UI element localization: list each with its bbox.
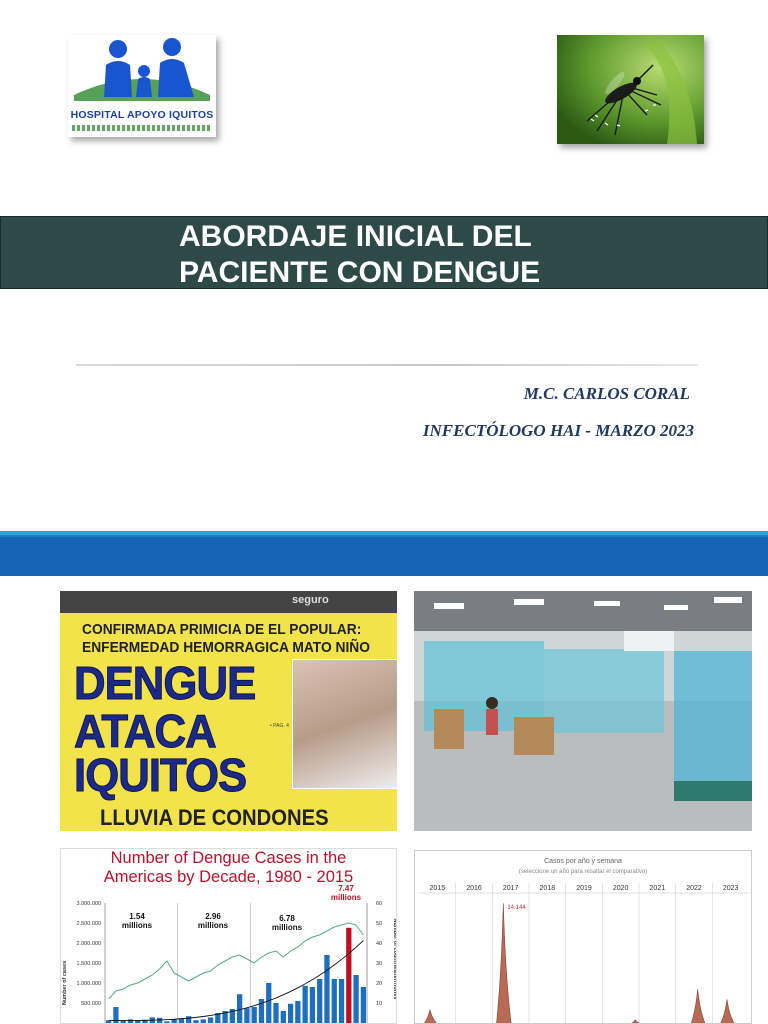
- chart1-title-line-2: Americas by Decade, 1980 - 2015: [103, 868, 354, 886]
- bar: [164, 1021, 169, 1023]
- newspaper-photo: [60, 591, 397, 831]
- bar: [266, 983, 271, 1023]
- year-label: 2021: [649, 885, 666, 892]
- bar: [244, 1008, 249, 1023]
- y2-tick-label: 30: [376, 961, 383, 967]
- logo-decoration: [72, 125, 212, 131]
- year-label: 2016: [466, 885, 482, 892]
- bar: [237, 994, 242, 1023]
- decade-unit-label: millions: [197, 921, 229, 930]
- newspaper-big-1: DENGUE: [74, 657, 256, 709]
- dengue-cases-chart: [60, 848, 397, 1024]
- hospital-ward-photo: [414, 591, 752, 831]
- y-tick-label: 2.000.000: [76, 941, 101, 947]
- y-axis-label: Number of cases: [62, 960, 68, 1006]
- ward-scene-icon: [414, 591, 752, 831]
- weekly-area-peak: [496, 903, 511, 1024]
- newspaper-patient-photo: [292, 659, 397, 789]
- bar: [135, 1021, 140, 1023]
- chart1-title: [61, 849, 396, 887]
- hospital-logo: [68, 35, 216, 137]
- newspaper-big-2: ATACA: [74, 705, 216, 757]
- bar: [281, 1011, 286, 1023]
- bar: [317, 979, 322, 1023]
- year-label: 2022: [686, 885, 702, 892]
- newspaper-headline-2: ENFERMEDAD HEMORRAGICA MATO NIÑO: [82, 639, 371, 656]
- peak-label: 14.144: [507, 905, 526, 911]
- newspaper-headline: [82, 621, 370, 657]
- family-icon: [68, 35, 216, 109]
- year-label: 2023: [722, 885, 739, 892]
- weekly-area-peak: [691, 989, 706, 1024]
- mosquito-icon: [557, 35, 704, 144]
- weekly-area-peak: [720, 999, 735, 1024]
- bar: [128, 1019, 133, 1023]
- weekly-cases-chart: [414, 850, 752, 1024]
- decade-value-label: 7.47: [338, 884, 354, 893]
- chart1-title-line-1: Number of Dengue Cases in the: [110, 849, 347, 867]
- year-label: 2017: [502, 885, 519, 892]
- decade-value-label: 6.78: [279, 914, 295, 923]
- decade-unit-label: millions: [330, 893, 362, 902]
- mosquito-photo: [557, 35, 704, 144]
- newspaper-page-ref: • PAG. 4: [270, 723, 289, 729]
- chart2-subtitle: (seleccione un año para resaltar el comparativo): [518, 869, 648, 875]
- y2-axis-label: Number of countries/territories: [392, 918, 398, 1000]
- chart2-title: Casos por año y semana: [544, 858, 622, 865]
- decade-value-label: 2.96: [205, 912, 221, 921]
- bar: [252, 1007, 257, 1023]
- newspaper-footer: LLUVIA DE CONDONES: [100, 805, 329, 830]
- newspaper-top: [60, 591, 397, 613]
- bar: [361, 987, 366, 1023]
- y2-tick-label: 10: [376, 1001, 383, 1007]
- y-tick-label: 500.000: [81, 1001, 101, 1007]
- bar: [324, 955, 329, 1023]
- logo-text: HOSPITAL APOYO IQUITOS: [70, 109, 214, 121]
- decade-value-label: 1.54: [129, 912, 145, 921]
- y2-tick-label: 40: [376, 941, 383, 947]
- bar: [121, 1021, 126, 1023]
- weekly-area-peak: [423, 1010, 438, 1024]
- y2-tick-label: 20: [376, 981, 383, 987]
- year-label: 2015: [429, 885, 446, 892]
- bar: [201, 1019, 206, 1023]
- newspaper-headline-1: CONFIRMADA PRIMICIA DE EL POPULAR:: [82, 621, 362, 638]
- title-line-2: PACIENTE CON DENGUE: [179, 256, 541, 289]
- y-tick-label: 1.500.000: [76, 961, 101, 967]
- weekly-area-peak: [628, 1020, 643, 1024]
- y-tick-label: 1.000.000: [76, 981, 101, 987]
- decade-unit-label: millions: [271, 923, 303, 932]
- bar: [332, 979, 337, 1023]
- author-affiliation: INFECTÓLOGO HAI - MARZO 2023: [422, 421, 694, 440]
- bar: [193, 1020, 198, 1023]
- bar: [353, 975, 358, 1023]
- year-label: 2018: [539, 885, 556, 892]
- y2-tick-label: 60: [376, 901, 383, 907]
- bar: [186, 1016, 191, 1023]
- decade-unit-label: millions: [121, 921, 153, 930]
- bar: [288, 1004, 293, 1023]
- bar: [273, 1003, 278, 1023]
- year-label: 2020: [612, 885, 629, 892]
- bar: [295, 1001, 300, 1023]
- y-tick-label: 3.000.000: [76, 901, 101, 907]
- bar: [339, 979, 344, 1023]
- y-tick-label: 2.500.000: [76, 921, 101, 927]
- bar: [310, 987, 315, 1023]
- blue-band: [0, 531, 768, 576]
- bar: [346, 928, 351, 1023]
- title-line-1: ABORDAJE INICIAL DEL: [179, 220, 532, 253]
- weekly-cases-chart-svg: [415, 851, 752, 1024]
- bar: [208, 1017, 213, 1023]
- author-name: M.C. CARLOS CORAL: [523, 384, 690, 403]
- newspaper-tag: seguro: [292, 594, 329, 606]
- title-banner: [0, 216, 768, 289]
- y2-tick-label: 50: [376, 921, 383, 927]
- year-label: 2019: [576, 885, 592, 892]
- newspaper-big-3: IQUITOS: [74, 749, 247, 801]
- divider: [76, 364, 698, 366]
- bar: [303, 986, 308, 1023]
